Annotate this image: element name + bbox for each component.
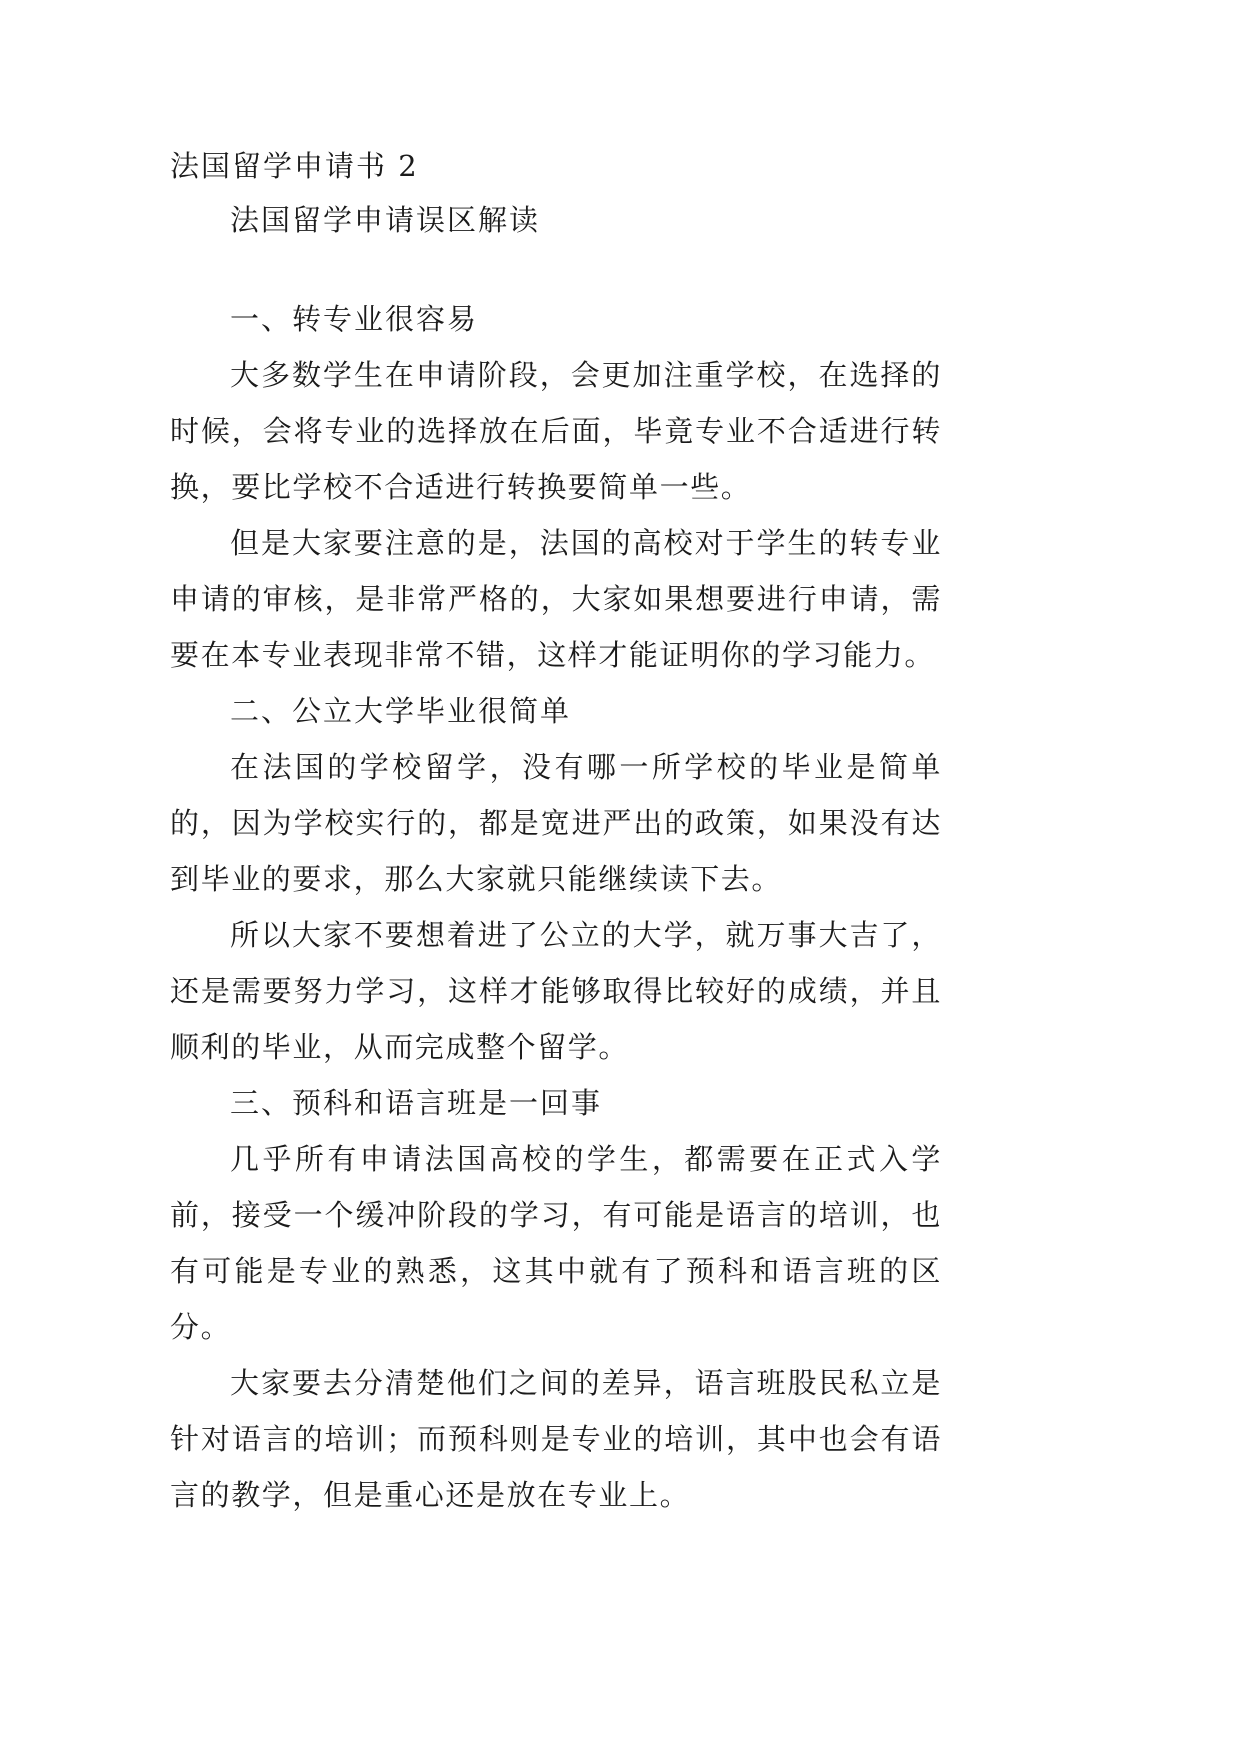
section-1-paragraph-1: 大多数学生在申请阶段，会更加注重学校，在选择的时候，会将专业的选择放在后面，毕竟专业不合适进行转换，要比学校不合适进行转换要简单一些。	[170, 358, 942, 504]
document-title: 法国留学申请书 2	[170, 149, 419, 183]
section-3-paragraph-1: 几乎所有申请法国高校的学生，都需要在正式入学前，接受一个缓冲阶段的学习，有可能是语言的培训，也有可能是专业的熟悉，这其中就有了预科和语言班的区分。	[170, 1142, 942, 1344]
section-2-paragraph-1: 在法国的学校留学，没有哪一所学校的毕业是简单的，因为学校实行的，都是宽进严出的政策，如果没有达到毕业的要求，那么大家就只能继续读下去。	[170, 750, 942, 896]
section-2-paragraph-2: 所以大家不要想着进了公立的大学，就万事大吉了，还是需要努力学习，这样才能够取得比较好的成绩，并且顺利的毕业，从而完成整个留学。	[170, 918, 942, 1064]
article-subtitle: 法国留学申请误区解读	[230, 203, 541, 237]
section-heading-2: 二、公立大学毕业很简单	[230, 694, 572, 728]
section-heading-1: 一、转专业很容易	[230, 302, 479, 336]
article-body	[170, 200, 942, 1523]
section-heading-3: 三、预科和语言班是一回事	[230, 1086, 603, 1120]
section-3-paragraph-2: 大家要去分清楚他们之间的差异，语言班股民私立是针对语言的培训；而预科则是专业的培训，其中也会有语言的教学，但是重心还是放在专业上。	[170, 1366, 942, 1512]
section-1-paragraph-2: 但是大家要注意的是，法国的高校对于学生的转专业申请的审核，是非常严格的，大家如果想要进行申请，需要在本专业表现非常不错，这样才能证明你的学习能力。	[170, 526, 942, 672]
